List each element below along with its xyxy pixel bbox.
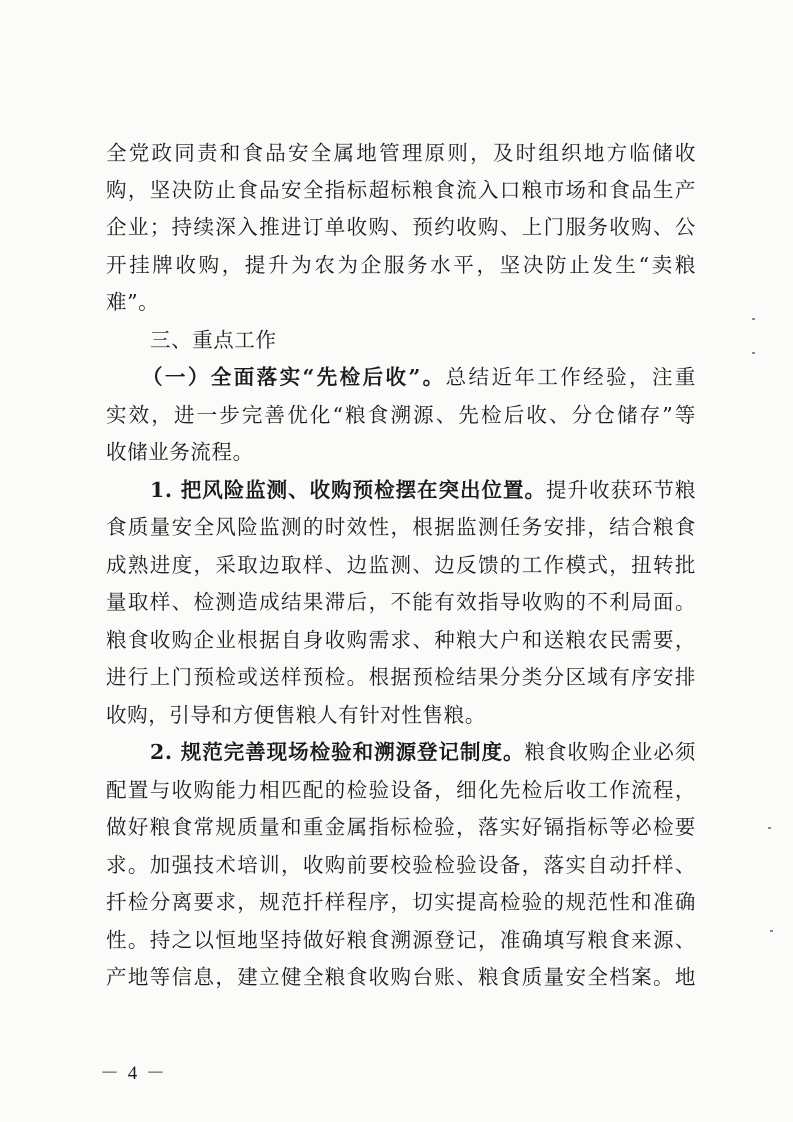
paragraph-line: 性。持之以恒地坚持做好粮食溯源登记，准确填写粮食来源、 xyxy=(106,928,696,952)
scan-speck xyxy=(770,930,773,932)
item-heading: 1. 把风险监测、收购预检摆在突出位置。 xyxy=(150,478,546,502)
scan-speck xyxy=(768,827,771,829)
section-heading: 三、重点工作 xyxy=(150,328,277,352)
item-heading: 2. 规范完善现场检验和溯源登记制度。 xyxy=(150,740,525,764)
subsection-text: 总结近年工作经验，注重 xyxy=(445,365,697,389)
paragraph-line: 全党政同责和食品安全属地管理原则，及时组织地方临储收 xyxy=(106,141,696,165)
scan-speck xyxy=(752,352,755,354)
subsection-first-line xyxy=(142,365,696,391)
paragraph-line: 企业；持续深入推进订单收购、预约收购、上门服务收购、公 xyxy=(106,215,696,239)
paragraph-line: 开挂牌收购，提升为农为企服务水平，坚决防止发生“卖粮 xyxy=(106,253,696,277)
paragraph-line: 粮食收购企业根据自身收购需求、种粮大户和送粮农民需要， xyxy=(106,628,696,652)
paragraph-line: 求。加强技术培训，收购前要校验检验设备，落实自动扦样、 xyxy=(106,853,696,877)
paragraph-line: 收储业务流程。 xyxy=(106,440,254,464)
paragraph-line: 扦检分离要求，规范扦样程序，切实提高检验的规范性和准确 xyxy=(106,890,696,914)
paragraph-line: 成熟进度，采取边取样、边监测、边反馈的工作模式，扭转批 xyxy=(106,553,696,577)
paragraph-line: 收购，引导和方便售粮人有针对性售粮。 xyxy=(106,703,486,727)
page-number: － 4 － xyxy=(100,1063,168,1084)
paragraph-line: 难”。 xyxy=(106,290,160,314)
item-first-line xyxy=(150,740,696,766)
paragraph-line: 食质量安全风险监测的时效性，根据监测任务安排，结合粮食 xyxy=(106,515,696,539)
item-text: 提升收获环节粮 xyxy=(545,478,696,502)
paragraph-line: 实效，进一步完善优化“粮食溯源、先检后收、分仓储存”等 xyxy=(106,403,696,427)
paragraph-line: 量取样、检测造成结果滞后，不能有效指导收购的不利局面。 xyxy=(106,590,696,614)
paragraph-line: 购，坚决防止食品安全指标超标粮食流入口粮市场和食品生产 xyxy=(106,178,696,202)
paragraph-line: 做好粮食常规质量和重金属指标检验，落实好镉指标等必检要 xyxy=(106,815,696,839)
paragraph-line: 进行上门预检或送样预检。根据预检结果分类分区域有序安排 xyxy=(106,665,696,689)
scan-speck xyxy=(752,318,755,320)
paragraph-line: 产地等信息，建立健全粮食收购台账、粮食质量安全档案。地 xyxy=(106,965,696,989)
item-text: 粮食收购企业必须 xyxy=(524,740,696,764)
item-first-line xyxy=(150,478,696,504)
subsection-heading: （一）全面落实“先检后收”。 xyxy=(142,365,446,389)
paragraph-line: 配置与收购能力相匹配的检验设备，细化先检后收工作流程， xyxy=(106,778,696,802)
